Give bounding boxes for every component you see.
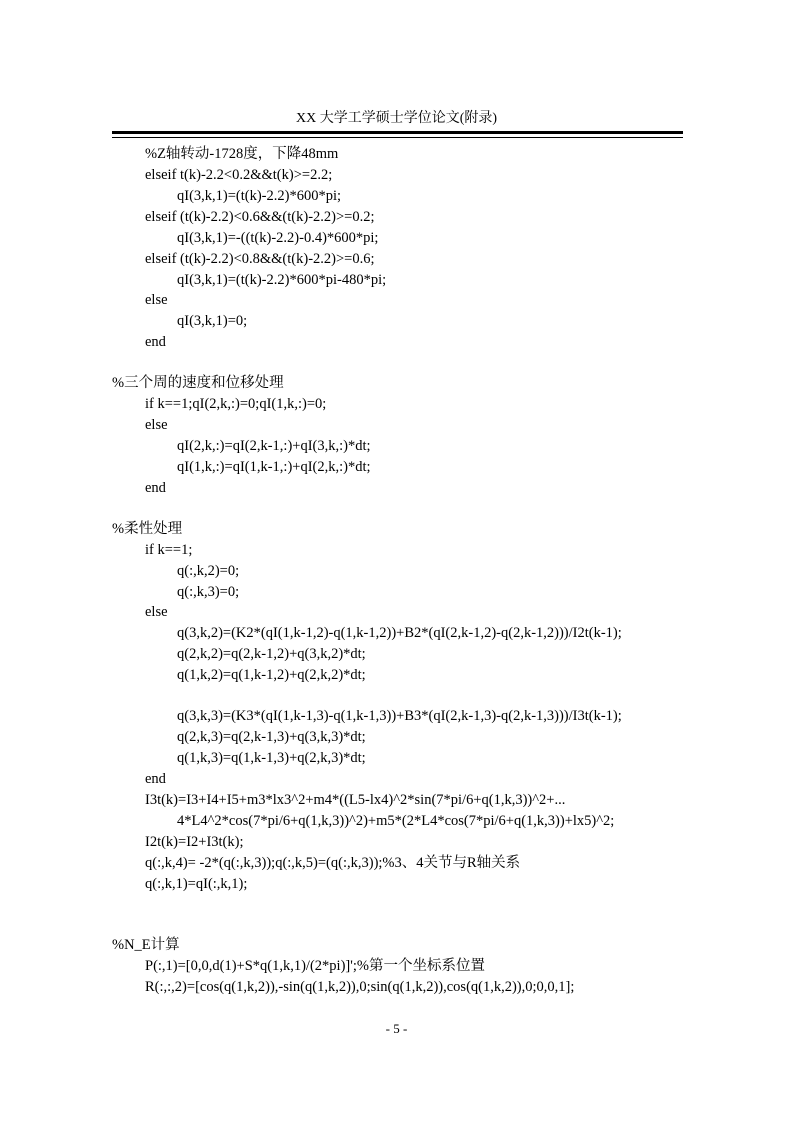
code-line: else: [145, 604, 168, 620]
code-line: if k==1;: [145, 542, 193, 558]
code-line: else: [145, 292, 168, 308]
running-header: XX 大学工学硕士学位论文(附录): [295, 111, 498, 126]
code-line: end: [145, 771, 166, 787]
code-line: qI(3,k,1)=-((t(k)-2.2)-0.4)*600*pi;: [177, 230, 379, 246]
code-line: q(2,k,2)=q(2,k-1,2)+q(3,k,2)*dt;: [177, 646, 366, 662]
code-comment: %柔性处理: [112, 521, 183, 537]
code-line: q(:,k,3)=0;: [177, 584, 240, 600]
code-line: q(:,k,4)= -2*(q(:,k,3));q(:,k,5)=(q(:,k,3));%3、4关节与R轴关系: [145, 855, 521, 871]
code-line: end: [145, 480, 166, 496]
page-number: - 5 -: [385, 1021, 408, 1036]
code-line: q(:,k,1)=qI(:,k,1);: [145, 876, 248, 892]
code-line: qI(3,k,1)=(t(k)-2.2)*600*pi-480*pi;: [177, 272, 387, 288]
code-line: elseif (t(k)-2.2)<0.6&&(t(k)-2.2)>=0.2;: [145, 209, 375, 225]
code-line: 4*L4^2*cos(7*pi/6+q(1,k,3))^2)+m5*(2*L4*cos(7*pi/6+q(1,k,3))+lx5)^2;: [177, 813, 615, 829]
code-comment: %Z轴转动-1728度，下降48mm: [145, 146, 339, 162]
code-line: q(1,k,2)=q(1,k-1,2)+q(2,k,2)*dt;: [177, 667, 366, 683]
code-line: if k==1;qI(2,k,:)=0;qI(1,k,:)=0;: [145, 396, 327, 412]
code-line: q(1,k,3)=q(1,k-1,3)+q(2,k,3)*dt;: [177, 750, 366, 766]
code-comment: %N_E计算: [112, 937, 180, 953]
code-line: elseif t(k)-2.2<0.2&&t(k)>=2.2;: [145, 167, 333, 183]
code-line: elseif (t(k)-2.2)<0.8&&(t(k)-2.2)>=0.6;: [145, 251, 375, 267]
code-line: R(:,:,2)=[cos(q(1,k,2)),-sin(q(1,k,2)),0;sin(q(1,k,2)),cos(q(1,k,2)),0;0,0,1];: [145, 979, 575, 995]
code-line: qI(3,k,1)=(t(k)-2.2)*600*pi;: [177, 188, 342, 204]
code-line: I2t(k)=I2+I3t(k);: [145, 834, 244, 850]
code-line: q(3,k,3)=(K3*(qI(1,k-1,3)-q(1,k-1,3))+B3*(qI(2,k-1,3)-q(2,k-1,3)))/I3t(k-1);: [177, 708, 622, 724]
code-line: q(:,k,2)=0;: [177, 563, 240, 579]
code-line: qI(1,k,:)=qI(1,k-1,:)+qI(2,k,:)*dt;: [177, 459, 371, 475]
code-line: qI(3,k,1)=0;: [177, 313, 248, 329]
code-line: I3t(k)=I3+I4+I5+m3*lx3^2+m4*((L5-lx4)^2*sin(7*pi/6+q(1,k,3))^2+...: [145, 792, 566, 808]
code-line: q(3,k,2)=(K2*(qI(1,k-1,2)-q(1,k-1,2))+B2*(qI(2,k-1,2)-q(2,k-1,2)))/I2t(k-1);: [177, 625, 622, 641]
code-line: P(:,1)=[0,0,d(1)+S*q(1,k,1)/(2*pi)]';%第一个坐标系位置: [145, 958, 485, 974]
code-line: qI(2,k,:)=qI(2,k-1,:)+qI(3,k,:)*dt;: [177, 438, 371, 454]
code-line: else: [145, 417, 168, 433]
code-line: q(2,k,3)=q(2,k-1,3)+q(3,k,3)*dt;: [177, 729, 366, 745]
code-comment: %三个周的速度和位移处理: [112, 375, 284, 391]
code-line: end: [145, 334, 166, 350]
